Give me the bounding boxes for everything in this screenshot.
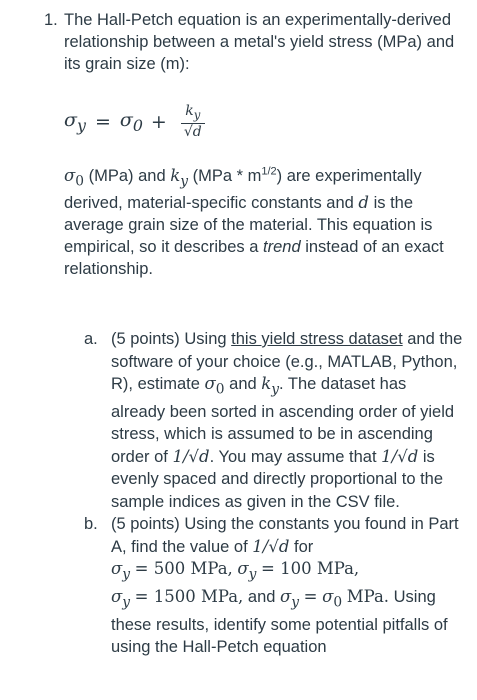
- sub-question-marker: b.: [84, 515, 98, 534]
- sub-question-b: b. (5 points) Using the constants you found in Part A, find the value of 1/√d for $\sigma_y = 500$ MPa, $\sigma_y = 100$ MPa, $\sigma_y = 1500$ MPa, and $\sigma_y = \sigma_0$ MPa. Using these results, identify some potential pitfalls of using the Hall-Petch equation: [84, 515, 459, 657]
- question-number: 1.: [44, 11, 58, 29]
- eq-lhs: $\sigma_y$: [64, 109, 86, 135]
- eq-plus: +: [150, 111, 167, 133]
- dataset-link[interactable]: this yield stress dataset: [231, 330, 403, 348]
- inverse-sqrt-d: 1/√d: [381, 446, 419, 466]
- sub-question-a: a. (5 points) Using this yield stress dataset and the software of your choice (e.g., MATLAB, Python, R), estimate $\sigma_0$ and $k_y$. The dataset has already been sorted in ascending order of yield stress, which is assumed to be in ascending order of 1/√d. You may assume that 1/√d is evenly spaced and directly proportional to the sample indices as given in the CSV file.: [84, 330, 463, 511]
- eq-sigma0: $\sigma_0$: [119, 109, 143, 135]
- hall-petch-equation: [64, 100, 205, 144]
- sub-question-marker: a.: [84, 330, 98, 348]
- question-intro: The Hall-Petch equation is an experimentally-derived relationship between a metal's yield stress (MPa) and its grain size (m):: [64, 11, 455, 73]
- eq-fraction: [181, 104, 205, 140]
- inverse-sqrt-d: 1/√d: [252, 536, 290, 556]
- eq-denominator: √d: [181, 123, 205, 140]
- inverse-sqrt-d: 1/√d: [172, 446, 210, 466]
- eq-numerator: $k_y$: [185, 103, 201, 122]
- sub-question-list: [84, 328, 464, 659]
- constants-paragraph: $\sigma_0$ (MPa) and $k_y$ $(MPa * m^{1/2})$ are experimentally derived, material-specific constants and d is the average grain size of the material. This equation is empirical, so it describes a trend instead of an exact relationship.: [64, 165, 444, 279]
- eq-equals: =: [94, 111, 111, 133]
